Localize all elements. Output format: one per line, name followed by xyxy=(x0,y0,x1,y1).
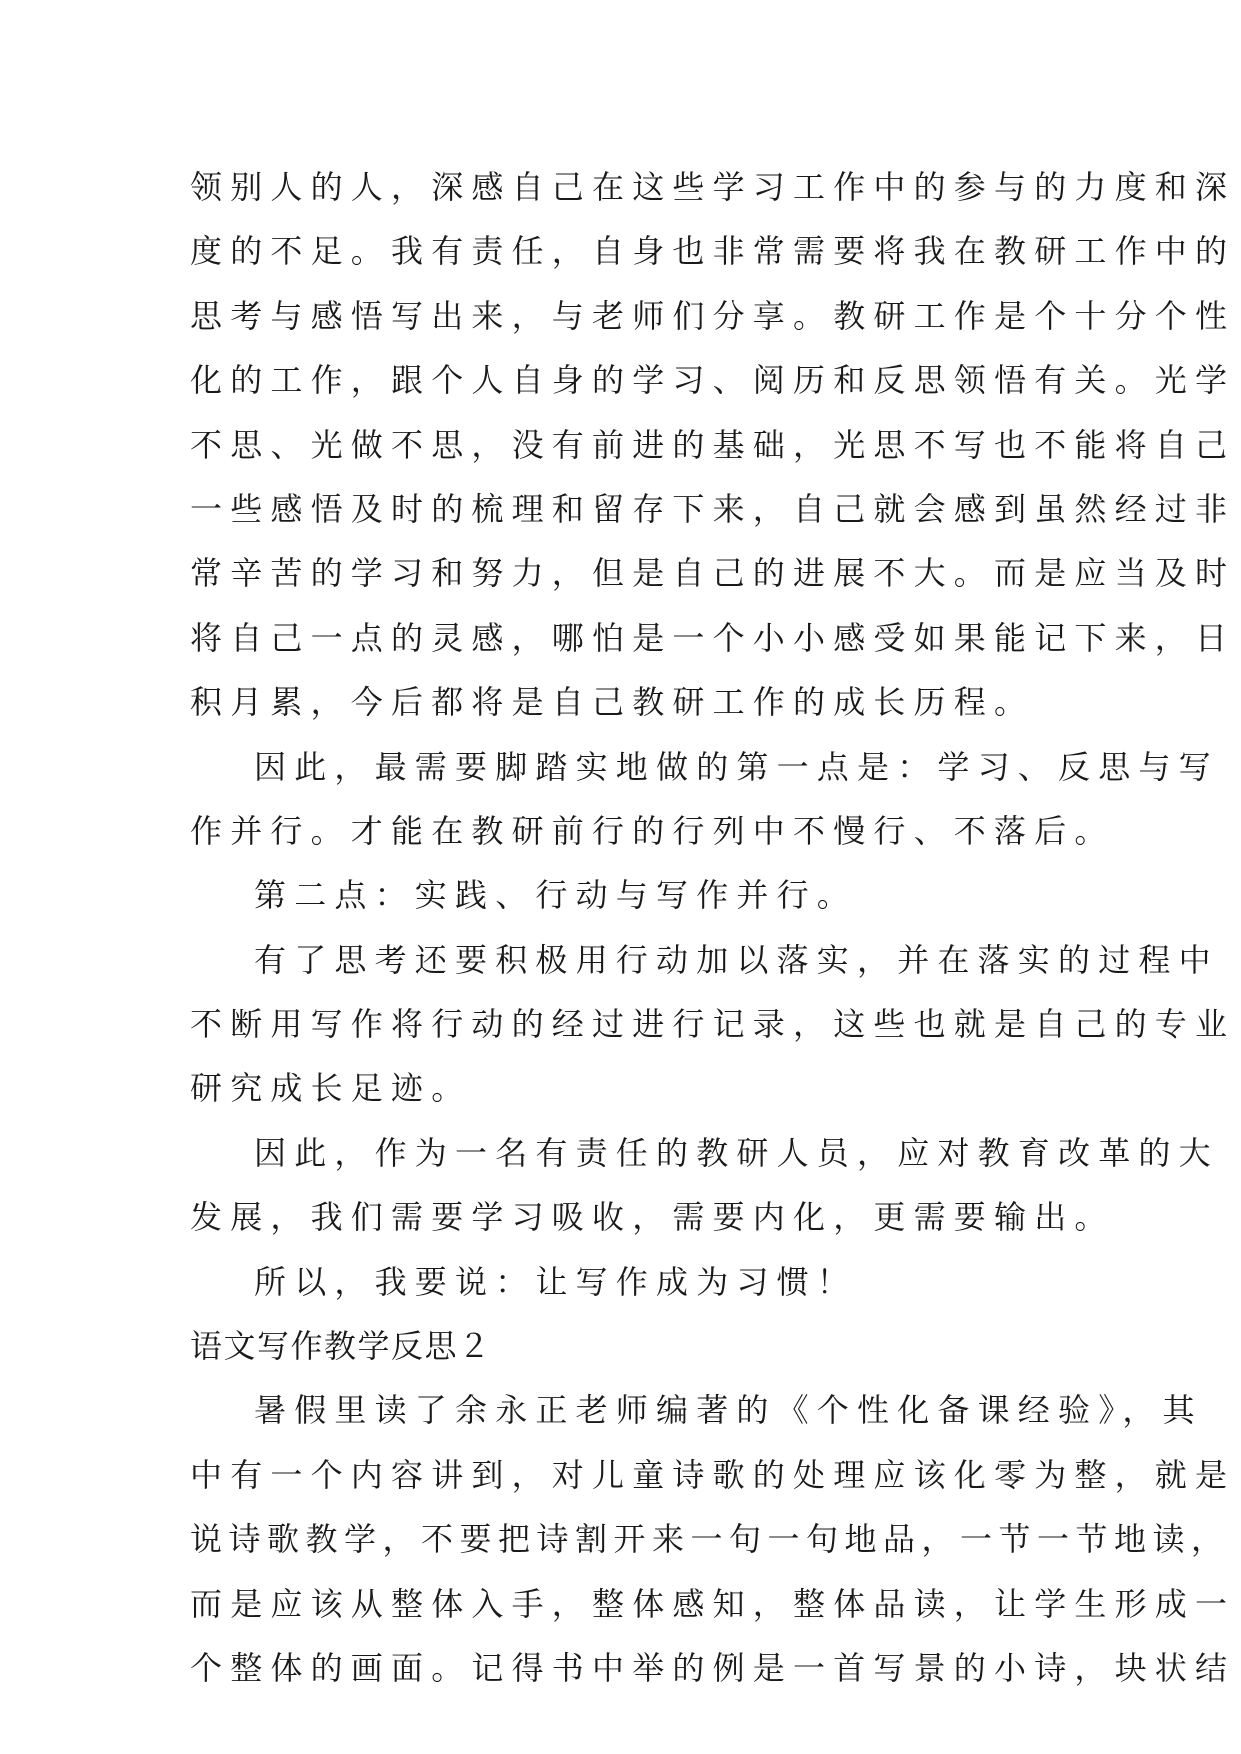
section-heading: 语文写作教学反思２ xyxy=(190,1327,492,1366)
text-line: 积月累，今后都将是自己教研工作的成长历程。 xyxy=(190,683,1035,722)
paragraph-start-line: 因此，作为一名有责任的教研人员，应对教育改革的大 xyxy=(254,1133,1219,1172)
text-line: 作并行。才能在教研前行的行列中不慢行、不落后。 xyxy=(190,811,1115,850)
text-line: 化的工作，跟个人自身的学习、阅历和反思领悟有关。光学 xyxy=(190,361,1236,400)
text-line: 不思、光做不思，没有前进的基础，光思不写也不能将自己 xyxy=(190,425,1236,464)
text-line: 常辛苦的学习和努力，但是自己的进展不大。而是应当及时 xyxy=(190,554,1236,593)
text-line: 领别人的人，深感自己在这些学习工作中的参与的力度和深 xyxy=(190,168,1236,206)
paragraph-start-line: 暑假里读了余永正老师编著的《个性化备课经验》，其 xyxy=(254,1391,1203,1430)
text-line: 不断用写作将行动的经过进行记录，这些也就是自己的专业 xyxy=(190,1005,1236,1044)
paragraph-start-line: 有了思考还要积极用行动加以落实，并在落实的过程中 xyxy=(254,940,1219,979)
text-line: 发展，我们需要学习吸收，需要内化，更需要输出。 xyxy=(190,1198,1115,1237)
document-page xyxy=(190,155,1236,1700)
text-line: 说诗歌教学，不要把诗割开来一句一句地品，一节一节地读， xyxy=(190,1520,1230,1559)
text-line: 将自己一点的灵感，哪怕是一个小小感受如果能记下来，日 xyxy=(190,618,1236,657)
text-line: 度的不足。我有责任，自身也非常需要将我在教研工作中的 xyxy=(190,232,1236,271)
text-line: 个整体的画面。记得书中举的例是一首写景的小诗，块状结 xyxy=(190,1648,1236,1687)
text-line: 研究成长足迹。 xyxy=(190,1069,472,1108)
paragraph-start-line: 因此，最需要脚踏实地做的第一点是：学习、反思与写 xyxy=(254,747,1219,786)
text-line: 思考与感悟写出来，与老师们分享。教研工作是个十分个性 xyxy=(190,296,1236,335)
text-line: 而是应该从整体入手，整体感知，整体品读，让学生形成一 xyxy=(190,1584,1236,1623)
text-line: 中有一个内容讲到，对儿童诗歌的处理应该化零为整，就是 xyxy=(190,1455,1236,1494)
paragraph-start-line: 第二点：实践、行动与写作并行。 xyxy=(254,876,858,915)
paragraph-start-line: 所以，我要说：让写作成为习惯！ xyxy=(254,1262,858,1301)
text-line: 一些感悟及时的梳理和留存下来，自己就会感到虽然经过非 xyxy=(190,489,1236,528)
